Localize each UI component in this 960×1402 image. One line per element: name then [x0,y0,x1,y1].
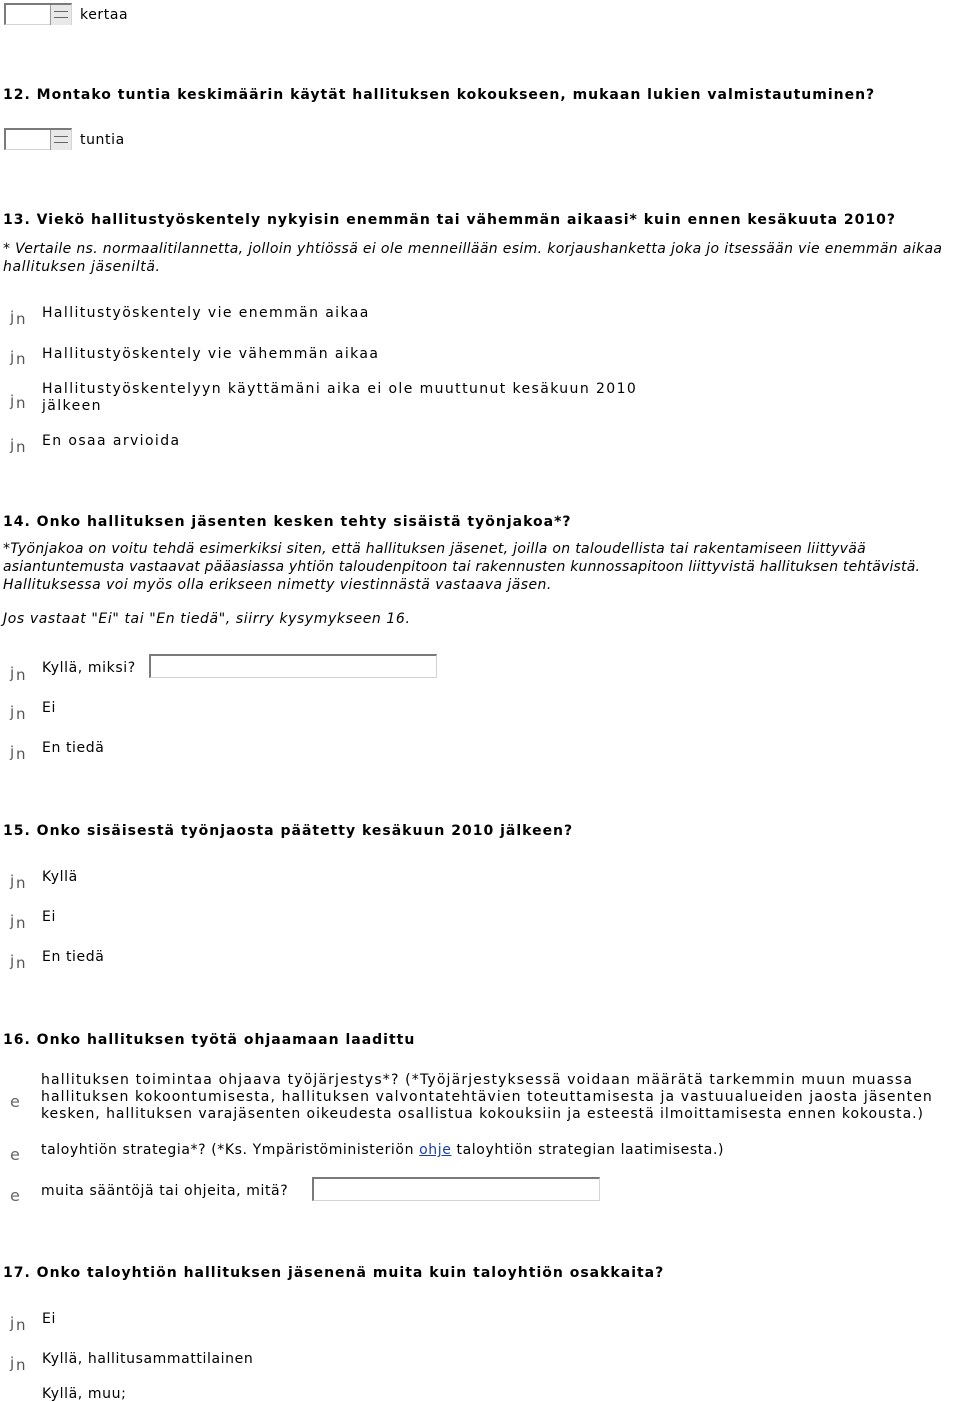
question-14-note-1: *Työnjakoa on voitu tehdä esimerkiksi siten, että hallituksen jäsenet, joilla on taloudellista tai rakentamiseen liittyvää [3,541,867,557]
question-13-note: * Vertaile ns. normaalitilannetta, jolloin yhtiössä ei ole menneillään esim. korjaushanketta joka jo itsessään vie enemmän aikaa [3,241,943,257]
option-work-rules-2: hallituksen kokoontumisesta, hallituksen valvontatehtävien toteuttamisesta ja vastuualueiden jaosta jäsenten [41,1089,933,1105]
option-more-time: Hallitustyöskentely vie enemmän aikaa [42,305,370,321]
option-no: Ei [42,1311,56,1327]
option-unchanged: Hallitustyöskentelyyn käyttämäni aika ei ole muuttunut kesäkuun 2010 [42,381,638,397]
radio-yes-professional[interactable]: j n [10,1354,26,1374]
question-16: 16. Onko hallituksen työtä ohjaamaan laadittu [3,1032,416,1048]
option-strategy [41,1142,724,1158]
radio-more-time[interactable]: j n [10,308,26,328]
option-yes-other: Kyllä, muu; [42,1386,127,1402]
radio-yes-why[interactable]: j n [10,664,26,684]
guide-link[interactable]: ohje [419,1142,452,1158]
hours-input[interactable] [4,128,72,150]
checkbox-strategy[interactable]: e [10,1145,20,1164]
checkbox-work-rules[interactable]: e [10,1092,20,1111]
question-15: 15. Onko sisäisestä työnjaosta päätetty kesäkuun 2010 jälkeen? [3,823,574,839]
radio-cannot-estimate[interactable]: j n [10,436,26,456]
option-dont-know: En tiedä [42,740,105,756]
radio-less-time[interactable]: j n [10,348,26,368]
question-14-instruction: Jos vastaat "Ei" tai "En tiedä", siirry kysymykseen 16. [3,611,411,627]
times-input[interactable] [4,3,72,25]
spinner-icon[interactable] [50,130,71,150]
radio-no[interactable]: j n [10,1314,26,1334]
times-unit-label: kertaa [80,7,129,23]
question-14-note-3: Hallituksessa voi myös olla erikseen nimetty viestinnästä vastaava jäsen. [3,577,552,593]
option-cannot-estimate: En osaa arvioida [42,433,181,449]
other-rules-text-field[interactable] [312,1177,600,1201]
option-dont-know: En tiedä [42,949,105,965]
radio-no[interactable]: j n [10,912,26,932]
why-text-field[interactable] [149,654,437,678]
checkbox-other-rules[interactable]: e [10,1186,20,1205]
question-12: 12. Montako tuntia keskimäärin käytät hallituksen kokoukseen, mukaan lukien valmistautuminen? [3,87,876,103]
question-13: 13. Viekö hallitustyöskentely nykyisin enemmän tai vähemmän aikaasi* kuin ennen kesäkuuta 2010? [3,212,896,228]
option-unchanged-cont: jälkeen [42,398,102,414]
question-14: 14. Onko hallituksen jäsenten kesken tehty sisäistä työnjakoa*? [3,514,572,530]
option-other-rules: muita sääntöjä tai ohjeita, mitä? [41,1183,289,1199]
radio-unchanged[interactable]: j n [10,392,26,412]
option-less-time: Hallitustyöskentely vie vähemmän aikaa [42,346,380,362]
option-yes: Kyllä [42,869,78,885]
option-no: Ei [42,700,56,716]
option-strategy-text: taloyhtiön strategia*? (*Ks. Ympäristöministeriön [41,1142,420,1158]
option-yes-why: Kyllä, miksi? [42,660,136,676]
option-strategy-text-end: taloyhtiön strategian laatimisesta.) [451,1142,725,1158]
radio-yes[interactable]: j n [10,872,26,892]
spinner-icon[interactable] [50,5,71,25]
option-work-rules-1: hallituksen toimintaa ohjaava työjärjestys*? (*Työjärjestyksessä voidaan määrätä tarkemmin muun muassa [41,1072,914,1088]
question-13-note-cont: hallituksen jäseniltä. [3,259,161,275]
option-work-rules-3: kesken, hallituksen varajäsenten oikeudesta osallistua kokouksiin ja esteestä ilmoittamisesta ennen kokousta.) [41,1106,924,1122]
option-yes-professional: Kyllä, hallitusammattilainen [42,1351,254,1367]
hours-unit-label: tuntia [80,132,125,148]
question-14-note-2: asiantuntemusta vastaavat pääasiassa yhtiön taloudenpitoon tai rakennusten kunnossapitoon liittyvistä hallituksen tehtävistä. [3,559,921,575]
radio-dont-know[interactable]: j n [10,952,26,972]
question-17: 17. Onko taloyhtiön hallituksen jäsenenä muita kuin taloyhtiön osakkaita? [3,1265,665,1281]
option-no: Ei [42,909,56,925]
radio-no[interactable]: j n [10,703,26,723]
radio-dont-know[interactable]: j n [10,743,26,763]
